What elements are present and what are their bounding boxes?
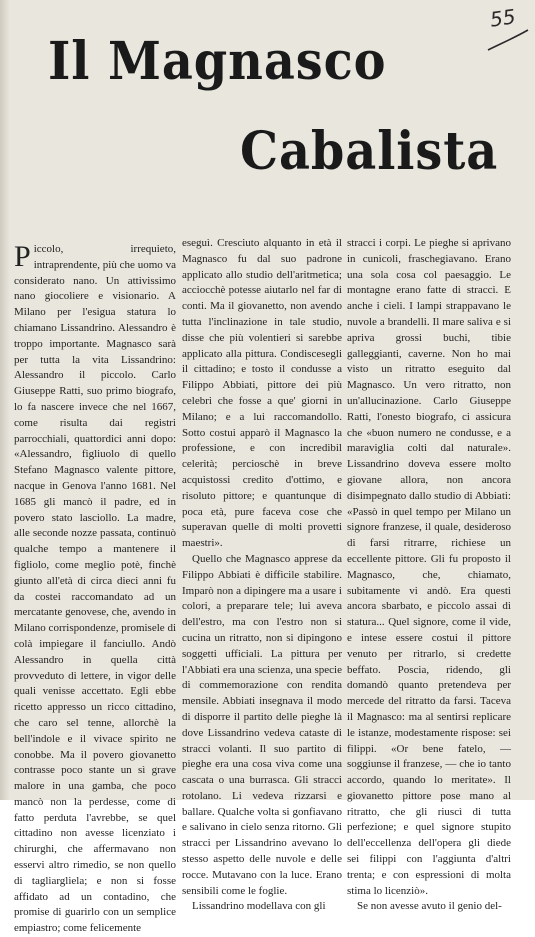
paragraph: Se non avesse avuto il genio del- [357, 900, 502, 913]
handwritten-number: 55 [488, 4, 517, 32]
paragraph: Quello che Magnasco apprese da Filippo Abbiati è difficile stabilire. Imparò non a dipingere ma a usare i colori, a preparare tele; lui aveva dell'estro, ma con l'estro non si cucina un ritratto, non si dipingono soggetti ufficiali. La pittura per l'Abbiati era una scienza, una specie di commemorazione con rendita mensile. Abbiati insegnava il modo di disporre il partito delle pieghe là dove Lissandrino vedeva cataste di stracci volanti. Il suo partito di pieghe era una cosa viva come una cascata o una burrasca. Gli stracci rotolano. Li vedeva rizzarsi e ballare. Qualche volta si gonfiavano e salivano in cielo senza ritorno. Gli stracci per Lissandrino avevano lo stesso aspetto delle nuvole e delle rocce. Mutavano con la luce. Erano sensibili come le foglie. [182, 552, 342, 897]
paragraph: eseguì. Cresciuto alquanto in età il Magnasco fu dal suo padrone applicato allo studio dell'aritmetica; acciocchè potesse aiutarlo nel far di conti. Ma il giovanetto, non avendo tutta l'inclinazione in tale studio, disse che più volentieri si sarebbe applicato alla pittura. Condiscesegli il cittadino; e tosto il condusse a Filippo Abbiati, pittore dei più celebri che fosse a que' giorni in Milano; e a lui raccomandollo. Sotto costui apparò il Magnasco la professione, e con incredibil celerità; percioschè in breve acquistossi credito d'ottimo, e risoluto pittore; e quantunque di poca età, pure faceva cose che superavan quelle di molti provetti maestri». [182, 237, 342, 550]
text-column-3 [347, 236, 511, 915]
text-column-1 [14, 242, 176, 937]
drop-cap: P [14, 240, 31, 273]
text-column-2 [182, 236, 342, 915]
paragraph: Lissandrino modellava con gli [192, 900, 326, 913]
pen-stroke-icon [486, 4, 530, 54]
article-title-line2: Cabalista [240, 121, 499, 182]
handwritten-annotation [486, 4, 530, 48]
paragraph: iccolo, irrequieto, intraprendente, più che uomo va considerato nano. Un attivissimo nano giocoliere e visionario. A Milano per l'esigua statura lo chiamano Lissandrino. Alessandro è troppo importante. Magnasco sarà per tutta la vita Lissandrino: Alessandro il piccolo. Carlo Giuseppe Ratti, suo primo biografo, lo fa nascere invece che nel 1667, come risulta dai registri parrocchiali, quattordici anni dopo: «Alessandro, figliuolo di quello Stefano Magnasco valente pittore, nacque in Genova l'anno 1681. Nel 1685 gli mancò il padre, ed in povero stato lasciollo. La madre, alle seconde nozze passata, continuò qualche tempo a mantenere il figliolo, come meglio potè, finchè giunto all'età di circa dieci anni fu da costei raccomandato ad un mercatante genovese, che, avendo in Milano corrispondenze, promisele di colà impiegare il fanciullo. Andò Alessandro in quella città provveduto di lettere, in vigor delle quali venisse accettato. Egli ebbe ricetto appresso un ricco cittadino, che caro sel tenne, allorchè la bell'indole e il vivace spirito ne conobbe. Ma il povero giovanetto contrasse poco stante un sì grave malore in una gamba, che poco mancò non la perdesse, come di fatto perduta l'avrebbe, se quel cittadino non avesse licenziato i chirurghi, che affermavano non esservi altro rimedio, se non quello di tagliargliela; e non si fosse affidato ad un contadino, che promise di guarirlo con un semplice empiastro; come felicemente [14, 243, 176, 935]
paragraph: stracci i corpi. Le pieghe si aprivano in cunicoli, fraschegiavano. Erano una sola cosa col paesaggio. Le montagne erano fatte di stracci. E anche i cieli. I lampi strappavano le nuvole a brandelli. Il mare saliva e si apriva grossi buchi, tibie galleggianti, caverne. Non ho mai visto un ritratto eseguito dal Magnasco. Un vero ritratto, non un'allucinazione. Carlo Giuseppe Ratti, l'onesto biografo, ci assicura che «buon numero ne condusse, e a maraviglia colti dal naturale». Lissandrino doveva essere molto giovane allora, non ancora disimpegnato dallo studio di Abbiati: «Passò in quel tempo per Milano un signore franzese, il quale, desideroso di farsi ritrarre, richiese un eccellente pittore. Gli fu proposto il Magnasco, che, chiamato, subitamente vi andò. Era questi ancora sbarbato, e piccolo assai di statura... Quel signore, come il vide, e intese essere costui il pittore venuto per ritrarlo, si credette beffato. Poscia, ridendo, gli domandò quanto pretendeva per mercede del ritratto da farsi. Taceva il Magnasco: ma al sentirsi replicare le istanze, modestamente rispose: sei filippi. «Or bene fatelo, — soggiunse il franzese, — che io tanto accordo, quando lo meritate». Il giovanetto pittore pose mano al ritratto, che gli riuscì di tutta perfezione; e quel signore stupito dell'eccellenza dell'opera gli diede sei filippi con l'aggiunta d'altri trenta; e con espressioni di molta stima lo licenziò». [347, 237, 511, 897]
article-title-line1: Il Magnasco [48, 31, 387, 92]
